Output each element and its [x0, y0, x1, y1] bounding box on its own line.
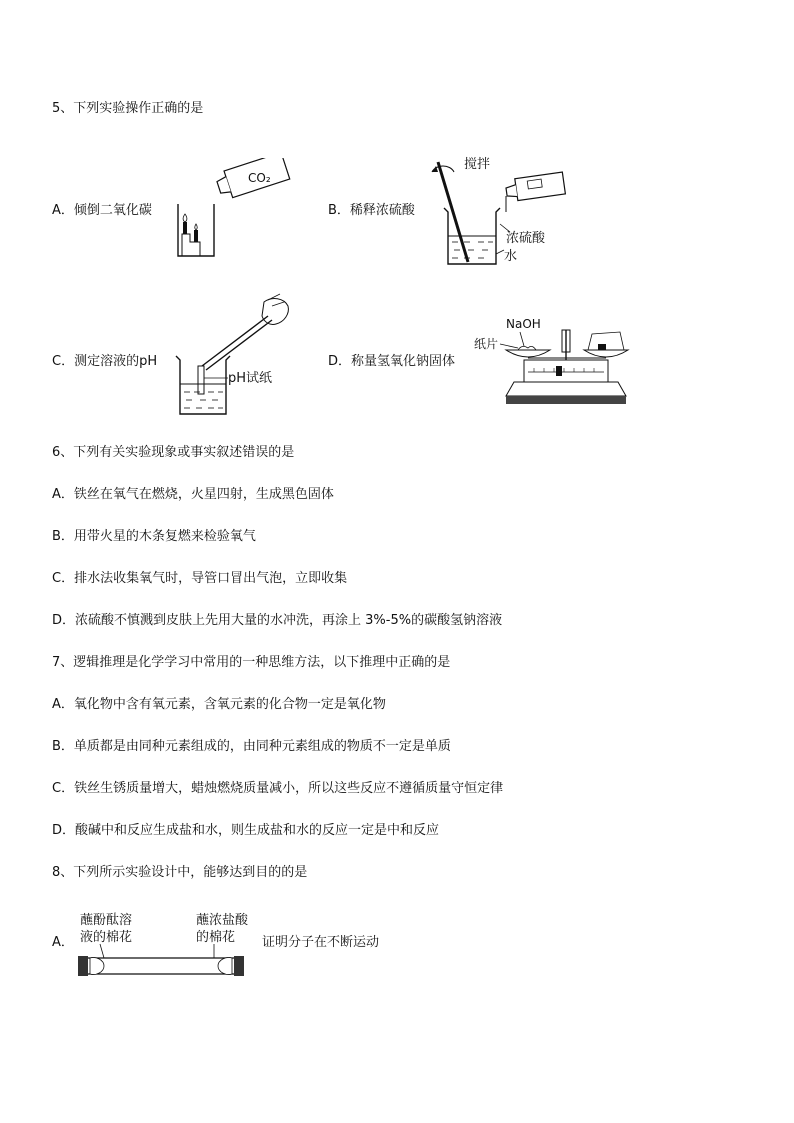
- co2-pouring-figure: [168, 158, 296, 262]
- left-cotton-label-2: 液的棉花: [80, 930, 133, 945]
- right-cotton-label-1: 蘸浓盐酸: [196, 913, 249, 928]
- q7-option-b: B．单质都是由同种元素组成的，由同种元素组成的物质不一定是单质: [52, 739, 451, 754]
- q5-option-d: D．称量氢氧化钠固体: [328, 354, 456, 369]
- q7-option-c: C．铁丝生锈质量增大，蜡烛燃烧质量减小，所以这些反应不遵循质量守恒定律: [52, 781, 504, 796]
- right-cotton-label-2: 的棉花: [196, 930, 236, 945]
- stir-label: 搅拌: [464, 157, 491, 172]
- co2-label: CO₂: [248, 171, 271, 185]
- acid-label: 浓硫酸: [506, 231, 546, 246]
- q6-stem: 6、下列有关实验现象或事实叙述错误的是: [52, 445, 295, 460]
- q8-option-a-prefix: A．: [52, 935, 74, 950]
- water-label: 水: [504, 249, 518, 264]
- q7-option-d: D．酸碱中和反应生成盐和水，则生成盐和水的反应一定是中和反应: [52, 823, 440, 838]
- naoh-label: NaOH: [506, 317, 541, 331]
- q5-option-a: A．倾倒二氧化碳: [52, 203, 152, 218]
- q5-option-b: B．稀释浓硫酸: [328, 203, 415, 218]
- q6-option-b: B．用带火星的木条复燃来检验氧气: [52, 529, 256, 544]
- weigh-naoh-figure: [470, 310, 630, 410]
- q6-option-a: A．铁丝在氧气在燃烧，火星四射，生成黑色固体: [52, 487, 334, 502]
- q5-stem: 5、下列实验操作正确的是: [52, 101, 204, 116]
- q7-stem: 7、逻辑推理是化学学习中常用的一种思维方法，以下推理中正确的是: [52, 655, 451, 670]
- dilute-acid-figure: [430, 150, 570, 270]
- q6-option-d: D．浓硫酸不慎溅到皮肤上先用大量的水冲洗，再涂上 3%-5%的碳酸氢钠溶液: [52, 613, 503, 628]
- molecule-motion-figure: [74, 908, 254, 978]
- q6-option-c: C．排水法收集氧气时，导管口冒出气泡，立即收集: [52, 571, 348, 586]
- q8-option-a-text: 证明分子在不断运动: [262, 935, 380, 950]
- left-cotton-label-1: 蘸酚酞溶: [80, 913, 133, 928]
- paper-piece-label: 纸片: [474, 337, 499, 351]
- q5-option-c: C．测定溶液的pH: [52, 354, 158, 369]
- ph-test-figure: [168, 292, 298, 422]
- q8-stem: 8、下列所示实验设计中，能够达到目的的是: [52, 865, 308, 880]
- q7-option-a: A．氧化物中含有氧元素，含氧元素的化合物一定是氧化物: [52, 697, 386, 712]
- ph-paper-label: pH试纸: [228, 371, 273, 386]
